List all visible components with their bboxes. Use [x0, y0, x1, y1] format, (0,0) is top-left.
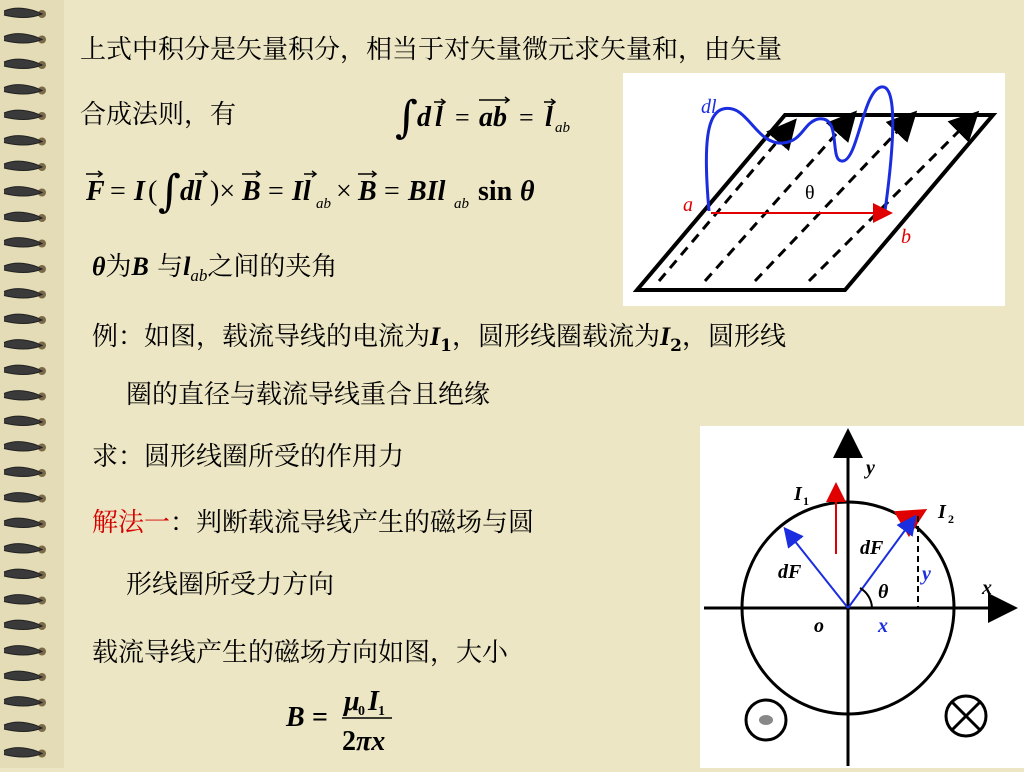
theta-wei: 为	[105, 252, 132, 282]
binding-ring	[4, 340, 46, 350]
field-line-1	[659, 123, 793, 281]
label-x-axis: x	[982, 577, 992, 599]
theta-yu: 与	[157, 252, 184, 282]
binding-ring	[4, 212, 46, 222]
binding-ring	[4, 595, 46, 605]
svg-text:dl: dl	[180, 176, 202, 207]
svg-text:B: B	[286, 702, 305, 733]
svg-text:F: F	[86, 176, 105, 207]
binding-ring	[4, 136, 46, 146]
binding-ring	[4, 34, 46, 44]
i2-symbol: I	[660, 322, 671, 351]
svg-text:1: 1	[378, 704, 385, 719]
text-line-1: 上式中积分是矢量积分，相当于对矢量微元求矢量和，由矢量	[80, 35, 783, 65]
svg-text:(: (	[148, 176, 158, 207]
svg-text:×: ×	[336, 176, 352, 207]
i1-subscript: 1	[440, 336, 452, 357]
method-line-2: 形线圈所受力方向	[126, 570, 335, 600]
label-a: a	[683, 194, 693, 216]
field-out-dot	[759, 715, 773, 725]
label-i2-sub: 2	[948, 512, 954, 526]
label-i2: I	[938, 501, 946, 523]
label-theta-2: θ	[878, 581, 889, 603]
figure-circle-coil	[700, 426, 1024, 768]
binding-ring	[4, 467, 46, 477]
binding-ring	[4, 187, 46, 197]
binding-ring	[4, 365, 46, 375]
equation-integral-dl	[395, 86, 595, 146]
svg-text:BIl: BIl	[408, 176, 446, 207]
theta-symbol: θ	[92, 252, 106, 281]
svg-text:I: I	[134, 176, 145, 207]
svg-text:∫: ∫	[158, 166, 181, 217]
example-part-1: 例：如图，载流导线的电流为	[92, 322, 431, 352]
label-dl: dl	[701, 96, 717, 118]
binding-ring	[4, 442, 46, 452]
binding-ring	[4, 161, 46, 171]
svg-text:d: d	[417, 102, 431, 133]
equation-force	[80, 160, 610, 224]
svg-text:B: B	[358, 176, 377, 207]
label-df-right: dF	[860, 537, 884, 559]
current-i2-arrow	[905, 512, 922, 522]
binding-ring	[4, 620, 46, 630]
binding-ring	[4, 289, 46, 299]
i1-symbol: I	[430, 322, 441, 351]
svg-text:∫: ∫	[395, 92, 418, 143]
label-y-axis: y	[866, 457, 875, 479]
svg-text:πx: πx	[356, 726, 386, 757]
svg-text:=: =	[312, 702, 328, 733]
binding-ring	[4, 59, 46, 69]
field-line: 载流导线产生的磁场方向如图，大小	[92, 638, 509, 668]
label-i1: I	[794, 483, 802, 505]
binding-ring	[4, 569, 46, 579]
svg-text:)×: )×	[210, 176, 236, 207]
label-x-component: x	[878, 615, 888, 637]
binding-ring	[4, 722, 46, 732]
theta-rest: 之间的夹角	[207, 252, 338, 282]
method-line-1	[92, 506, 534, 540]
ab-subscript: ab	[190, 266, 208, 286]
svg-text:2: 2	[342, 726, 356, 757]
svg-text:=: =	[384, 176, 400, 207]
binding-ring	[4, 238, 46, 248]
binding-ring	[4, 416, 46, 426]
svg-text:=: =	[519, 103, 534, 132]
figure-plane-wire	[623, 73, 1005, 306]
binding-ring	[4, 671, 46, 681]
theta-arc	[860, 588, 872, 608]
binding-ring	[4, 697, 46, 707]
svg-text:θ: θ	[520, 176, 535, 207]
svg-text:sin: sin	[478, 176, 513, 207]
binding-ring	[4, 518, 46, 528]
svg-text:0: 0	[358, 704, 365, 719]
svg-text:Il: Il	[292, 176, 311, 207]
b-symbol: B	[131, 252, 149, 281]
theta-definition	[92, 250, 337, 293]
dl-curve	[706, 87, 892, 211]
svg-text:ab: ab	[479, 102, 507, 133]
binding-ring	[4, 748, 46, 758]
equation-magnetic-field	[284, 684, 414, 764]
label-origin: o	[814, 615, 824, 637]
binding-ring	[4, 646, 46, 656]
text-line-2: 合成法则，有	[80, 100, 237, 130]
svg-text:I: I	[368, 686, 379, 717]
binding-ring	[4, 110, 46, 120]
binding-ring	[4, 85, 46, 95]
binding-ring	[4, 493, 46, 503]
label-b: b	[901, 226, 911, 248]
binding-ring	[4, 8, 46, 18]
svg-text:ab: ab	[316, 196, 331, 212]
method-label: 解法一	[92, 508, 171, 538]
svg-text:=: =	[455, 103, 470, 132]
binding-ring	[4, 391, 46, 401]
svg-text:=: =	[110, 176, 126, 207]
svg-text:ab: ab	[555, 120, 570, 136]
binding-ring	[4, 263, 46, 273]
label-df-left: dF	[778, 561, 802, 583]
i2-subscript: 2	[670, 336, 682, 357]
example-part-2: ，圆形线圈载流为	[451, 322, 660, 352]
example-line-1	[92, 320, 786, 363]
svg-text:μ: μ	[344, 686, 360, 717]
binding-ring	[4, 544, 46, 554]
example-part-3: ，圆形线	[681, 322, 786, 352]
example-line-2: 圈的直径与载流导线重合且绝缘	[126, 380, 491, 410]
svg-text:l: l	[545, 102, 553, 133]
svg-text:B: B	[242, 176, 261, 207]
svg-text:l: l	[435, 102, 443, 133]
label-i1-sub: 1	[803, 494, 809, 508]
method-text: ：判断载流导线产生的磁场与圆	[170, 508, 535, 538]
svg-text:ab: ab	[454, 196, 469, 212]
spiral-binding	[0, 0, 64, 768]
ask-line: 求：圆形线圈所受的作用力	[92, 442, 405, 472]
label-theta-1: θ	[805, 182, 815, 204]
binding-ring	[4, 314, 46, 324]
svg-text:=: =	[268, 176, 284, 207]
label-y-component: y	[922, 563, 931, 585]
l-symbol: l	[183, 252, 191, 281]
